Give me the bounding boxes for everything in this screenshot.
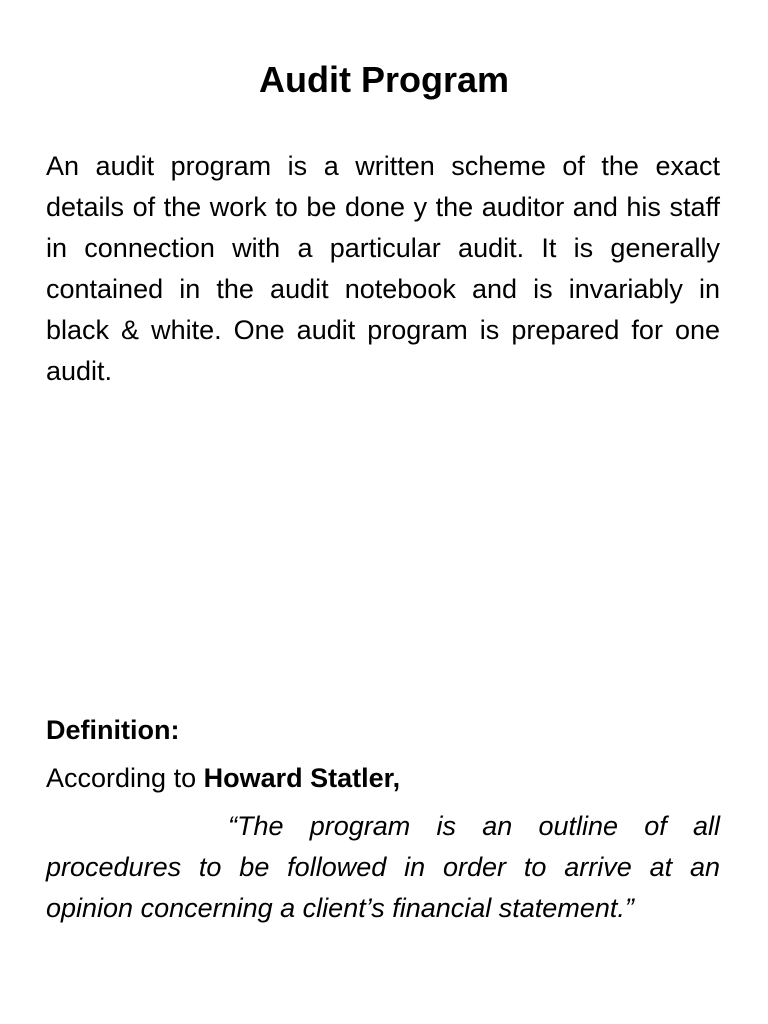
attribution-prefix: According to	[46, 763, 204, 793]
definition-quote: “The program is an outline of all procedures to be followed in order to arrive at an opinion concerning a client’s financial statement.”	[46, 811, 720, 923]
attribution-author: Howard Statler,	[203, 763, 401, 793]
page-title: Audit Program	[258, 59, 509, 100]
intro-paragraph: An audit program is a written scheme of the exact details of the work to be done y the auditor and his staff in connection with a particular audit. It is generally contained in the audit notebook and is invariably in black & white. One audit program is prepared for one audit.	[46, 151, 720, 386]
definition-heading: Definition:	[46, 715, 180, 745]
attribution-line	[46, 758, 720, 799]
